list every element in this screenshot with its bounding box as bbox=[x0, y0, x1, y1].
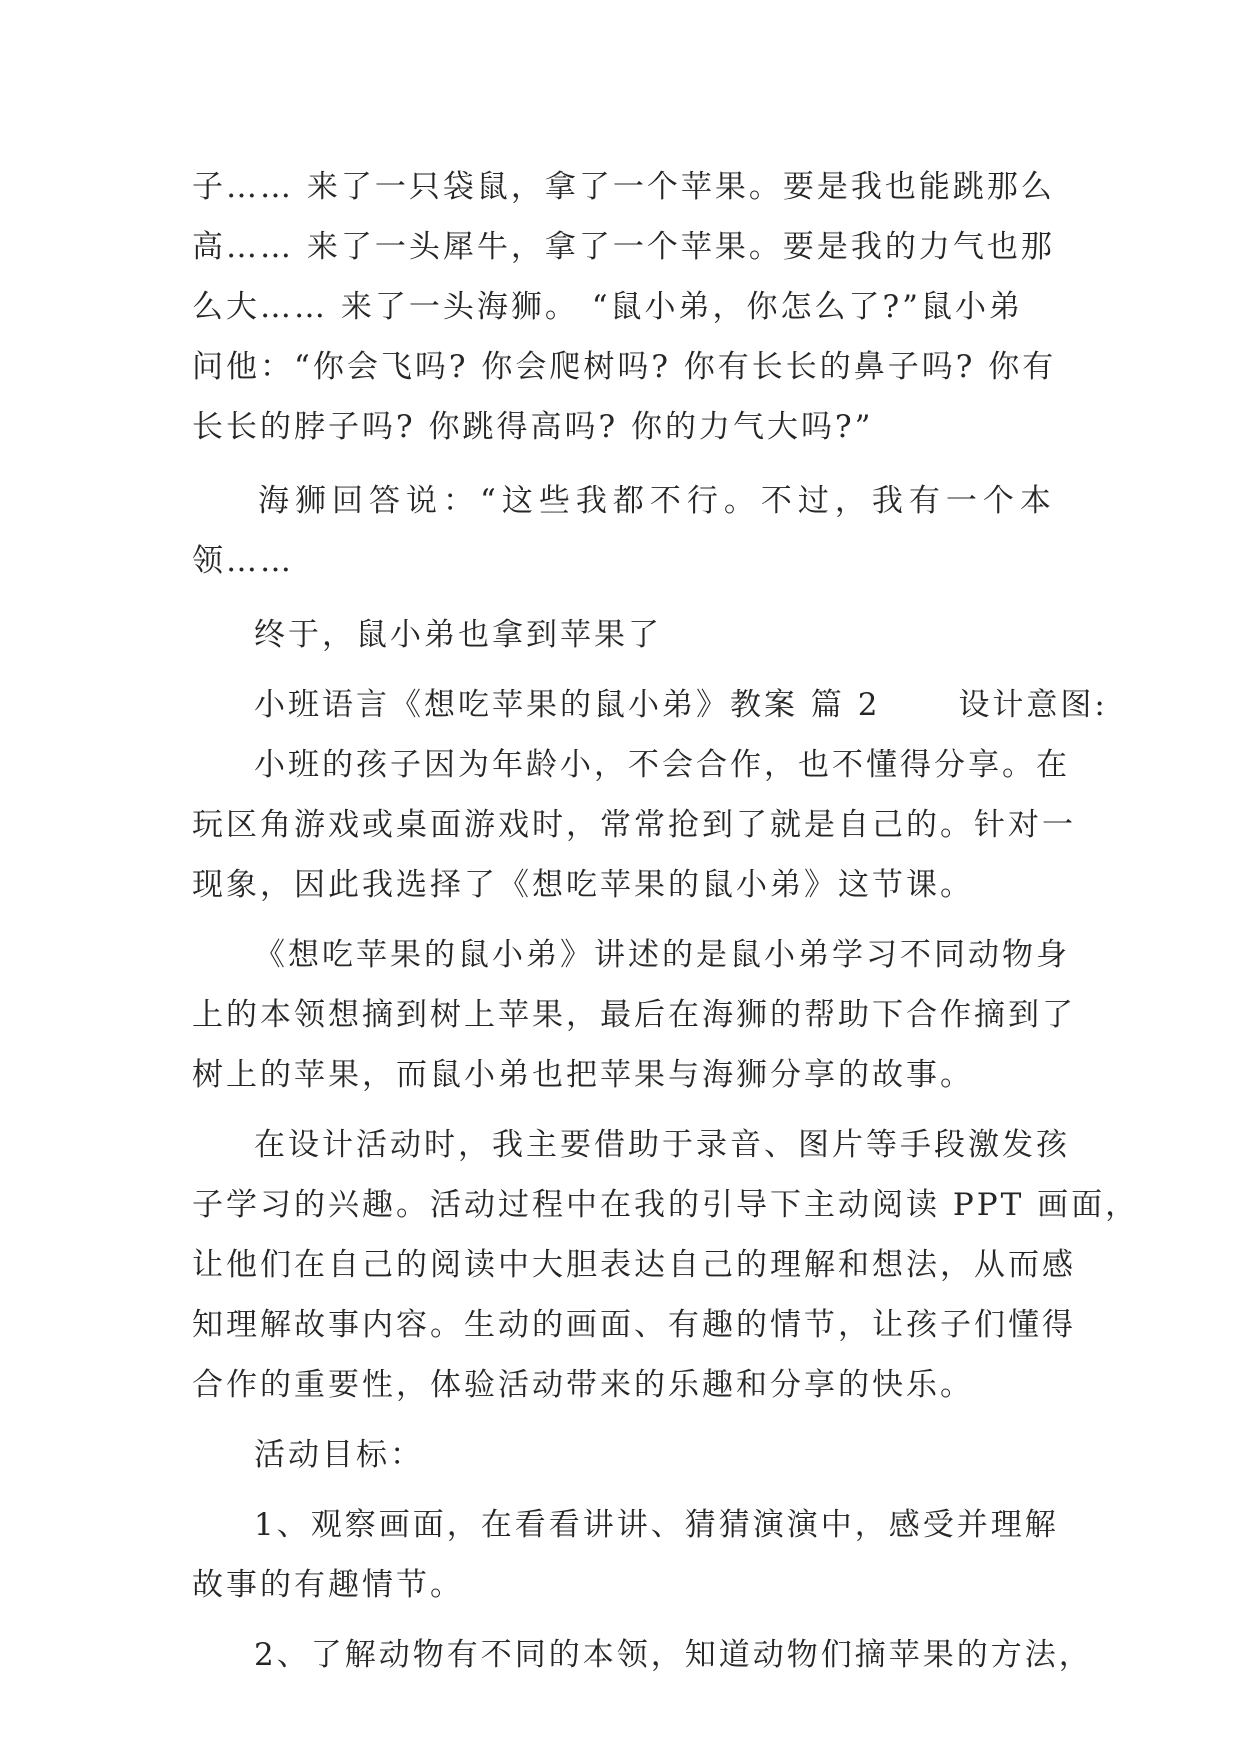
text-line: 子…… 来了一只袋鼠，拿了一个苹果。要是我也能跳那么 bbox=[192, 169, 1055, 205]
text-line: 终于，鼠小弟也拿到苹果了 bbox=[254, 617, 662, 653]
text-line: 玩区角游戏或桌面游戏时，常常抢到了就是自己的。针对一 bbox=[192, 807, 1076, 843]
text-line: 活动目标： bbox=[254, 1437, 424, 1473]
text-line: 合作的重要性，体验活动带来的乐趣和分享的快乐。 bbox=[192, 1367, 974, 1403]
design-intent-label: 设计意图: bbox=[958, 687, 1108, 723]
text-line: 让他们在自己的阅读中大胆表达自己的理解和想法，从而感 bbox=[192, 1247, 1076, 1283]
text-line: 树上的苹果，而鼠小弟也把苹果与海狮分享的故事。 bbox=[192, 1057, 974, 1093]
text-line: 1、观察画面，在看看讲讲、猜猜演演中，感受并理解 bbox=[254, 1507, 1059, 1543]
text-line: 领…… bbox=[192, 543, 294, 579]
section-heading-line bbox=[192, 675, 1108, 735]
text-line: 上的本领想摘到树上苹果，最后在海狮的帮助下合作摘到了 bbox=[192, 997, 1076, 1033]
text-line: 小班的孩子因为年龄小，不会合作，也不懂得分享。在 bbox=[254, 747, 1070, 783]
text-line: 故事的有趣情节。 bbox=[192, 1567, 464, 1603]
text-line: 问他：“你会飞吗? 你会爬树吗? 你有长长的鼻子吗? 你有 bbox=[192, 349, 1057, 385]
text-line: 现象，因此我选择了《想吃苹果的鼠小弟》这节课。 bbox=[192, 867, 974, 903]
text-line: 长长的脖子吗? 你跳得高吗? 你的力气大吗?” bbox=[192, 409, 874, 445]
text-line: 在设计活动时，我主要借助于录音、图片等手段激发孩 bbox=[254, 1127, 1070, 1163]
text-line: 《想吃苹果的鼠小弟》讲述的是鼠小弟学习不同动物身 bbox=[254, 937, 1070, 973]
text-line: 2、了解动物有不同的本领，知道动物们摘苹果的方法， bbox=[254, 1637, 1093, 1673]
section-heading: 小班语言《想吃苹果的鼠小弟》教案 篇 2 bbox=[254, 687, 881, 723]
text-line: 知理解故事内容。生动的画面、有趣的情节，让孩子们懂得 bbox=[192, 1307, 1076, 1343]
text-line: 高…… 来了一头犀牛，拿了一个苹果。要是我的力气也那 bbox=[192, 229, 1055, 265]
text-line: 海狮回答说：“这些我都不行。不过，我有一个本 bbox=[258, 483, 1057, 519]
text-line: 么大…… 来了一头海狮。 “鼠小弟，你怎么了?”鼠小弟 bbox=[192, 289, 1024, 325]
document-body bbox=[192, 157, 1140, 1685]
text-line: 子学习的兴趣。活动过程中在我的引导下主动阅读 PPT 画面， bbox=[192, 1187, 1140, 1223]
